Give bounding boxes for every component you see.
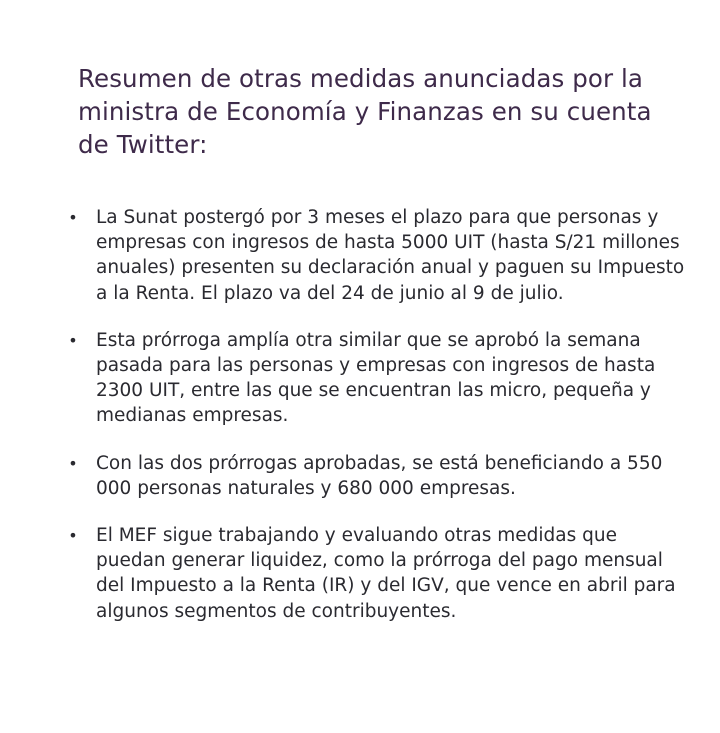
bullet-icon: • [68, 330, 78, 350]
bullet-icon: • [68, 453, 78, 473]
list-item-text: Con las dos prórrogas aprobadas, se está beneficiando a 550 000 personas naturales y 680 000 empresas. [96, 452, 663, 499]
list-item-text: El MEF sigue trabajando y evaluando otras medidas que puedan generar liquidez, como la prórroga del pago mensual del Impuesto a la Renta (IR) y del IGV, que vence en abril para algunos segmentos de contribuyentes. [96, 525, 676, 622]
list-item-text: La Sunat postergó por 3 meses el plazo para que personas y empresas con ingresos de hasta 5000 UIT (hasta S/21 millones anuales) presenten su declaración anual y paguen su Impuesto a la Renta. El plazo va del 24 de junio al 9 de julio. [96, 207, 685, 304]
bullet-icon: • [68, 526, 78, 546]
measures-list [68, 205, 688, 624]
list-item [68, 205, 688, 306]
list-item [68, 523, 688, 624]
bullet-icon: • [68, 208, 78, 227]
list-item-text: Esta prórroga amplía otra similar que se aprobó la semana pasada para las personas y empresas con ingresos de hasta 2300 UIT, entre las que se encuentran las micro, pequeña y medianas empresas. [96, 329, 656, 427]
list-item [68, 328, 688, 429]
list-item [68, 451, 688, 501]
page-title: Resumen de otras medidas anunciadas por la ministra de Economía y Finanzas en su cuenta de Twitter: [78, 64, 652, 159]
